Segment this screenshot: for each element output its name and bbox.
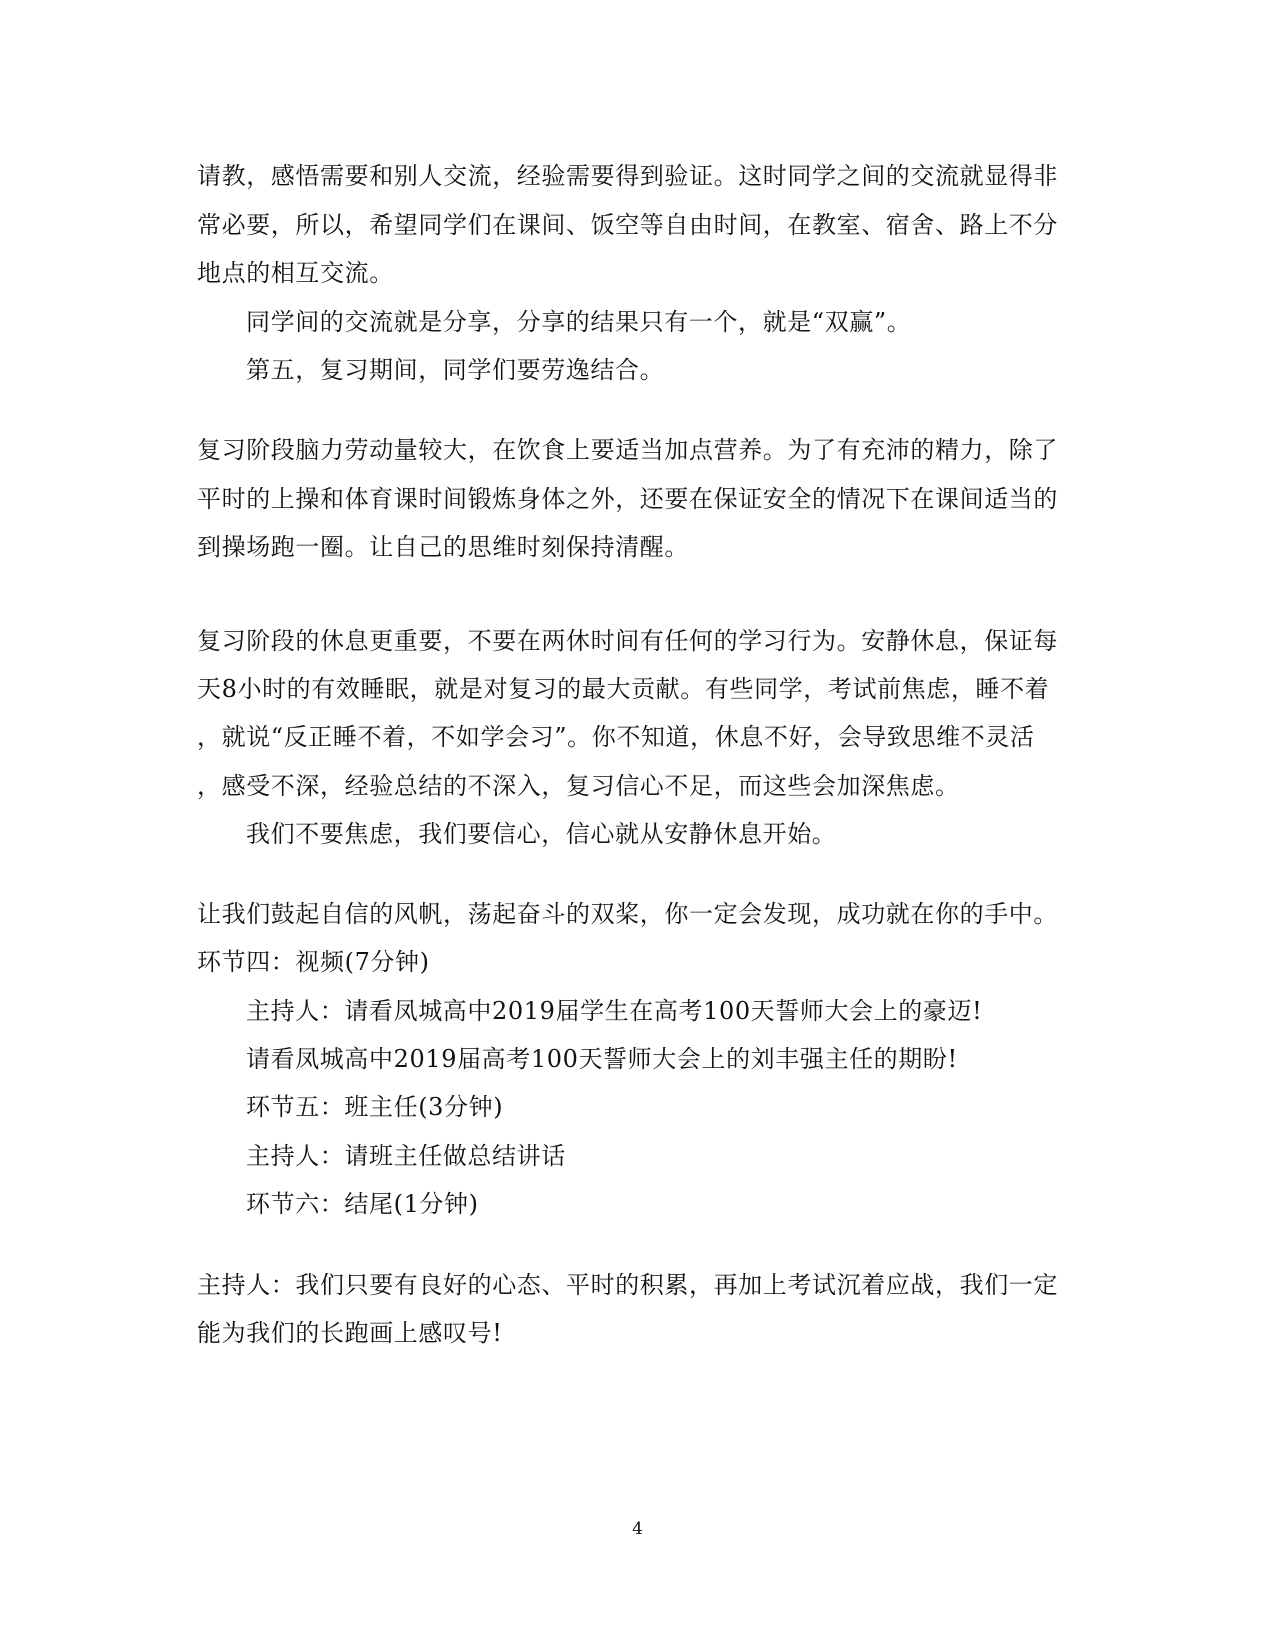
paragraph-line: 请教，感悟需要和别人交流，经验需要得到验证。这时同学之间的交流就显得非 [197, 162, 1058, 190]
page-number: 4 [632, 1519, 643, 1539]
paragraph-line: 我们不要焦虑，我们要信心，信心就从安静休息开始。 [246, 820, 837, 848]
paragraph-line: 复习阶段脑力劳动量较大，在饮食上要适当加点营养。为了有充沛的精力，除了 [197, 436, 1058, 464]
paragraph-line: 平时的上操和体育课时间锻炼身体之外，还要在保证安全的情况下在课间适当的 [197, 485, 1058, 513]
agenda-item: 请看凤城高中2019届高考100天誓师大会上的刘丰强主任的期盼! [246, 1045, 958, 1073]
paragraph-line: 让我们鼓起自信的风帆，荡起奋斗的双桨，你一定会发现，成功就在你的手中。 [197, 900, 1058, 928]
paragraph-line: 复习阶段的休息更重要，不要在两休时间有任何的学习行为。安静休息，保证每 [197, 627, 1058, 655]
paragraph-line: 能为我们的长跑画上感叹号! [197, 1319, 503, 1347]
agenda-item: 主持人：请班主任做总结讲话 [246, 1142, 566, 1170]
agenda-item: 主持人：请看凤城高中2019届学生在高考100天誓师大会上的豪迈! [246, 997, 983, 1025]
paragraph-line: ，就说“反正睡不着，不如学会习”。你不知道，休息不好，会导致思维不灵活 [197, 723, 1035, 751]
paragraph-line: 地点的相互交流。 [197, 259, 394, 287]
section-heading: 第五，复习期间，同学们要劳逸结合。 [246, 356, 665, 384]
paragraph-line: 主持人：我们只要有良好的心态、平时的积累，再加上考试沉着应战，我们一定 [197, 1271, 1058, 1299]
paragraph-line: 天8小时的有效睡眠，就是对复习的最大贡献。有些同学，考试前焦虑，睡不着 [197, 675, 1050, 703]
paragraph-line: ，感受不深，经验总结的不深入，复习信心不足，而这些会加深焦虑。 [197, 772, 960, 800]
agenda-item: 环节六：结尾(1分钟) [246, 1190, 479, 1218]
agenda-item: 环节四：视频(7分钟) [197, 948, 430, 976]
paragraph-line: 到操场跑一圈。让自己的思维时刻保持清醒。 [197, 533, 689, 561]
paragraph-line: 同学间的交流就是分享，分享的结果只有一个，就是“双赢”。 [246, 308, 912, 336]
paragraph-line: 常必要，所以，希望同学们在课间、饭空等自由时间，在教室、宿舍、路上不分 [197, 211, 1058, 239]
agenda-item: 环节五：班主任(3分钟) [246, 1093, 504, 1121]
